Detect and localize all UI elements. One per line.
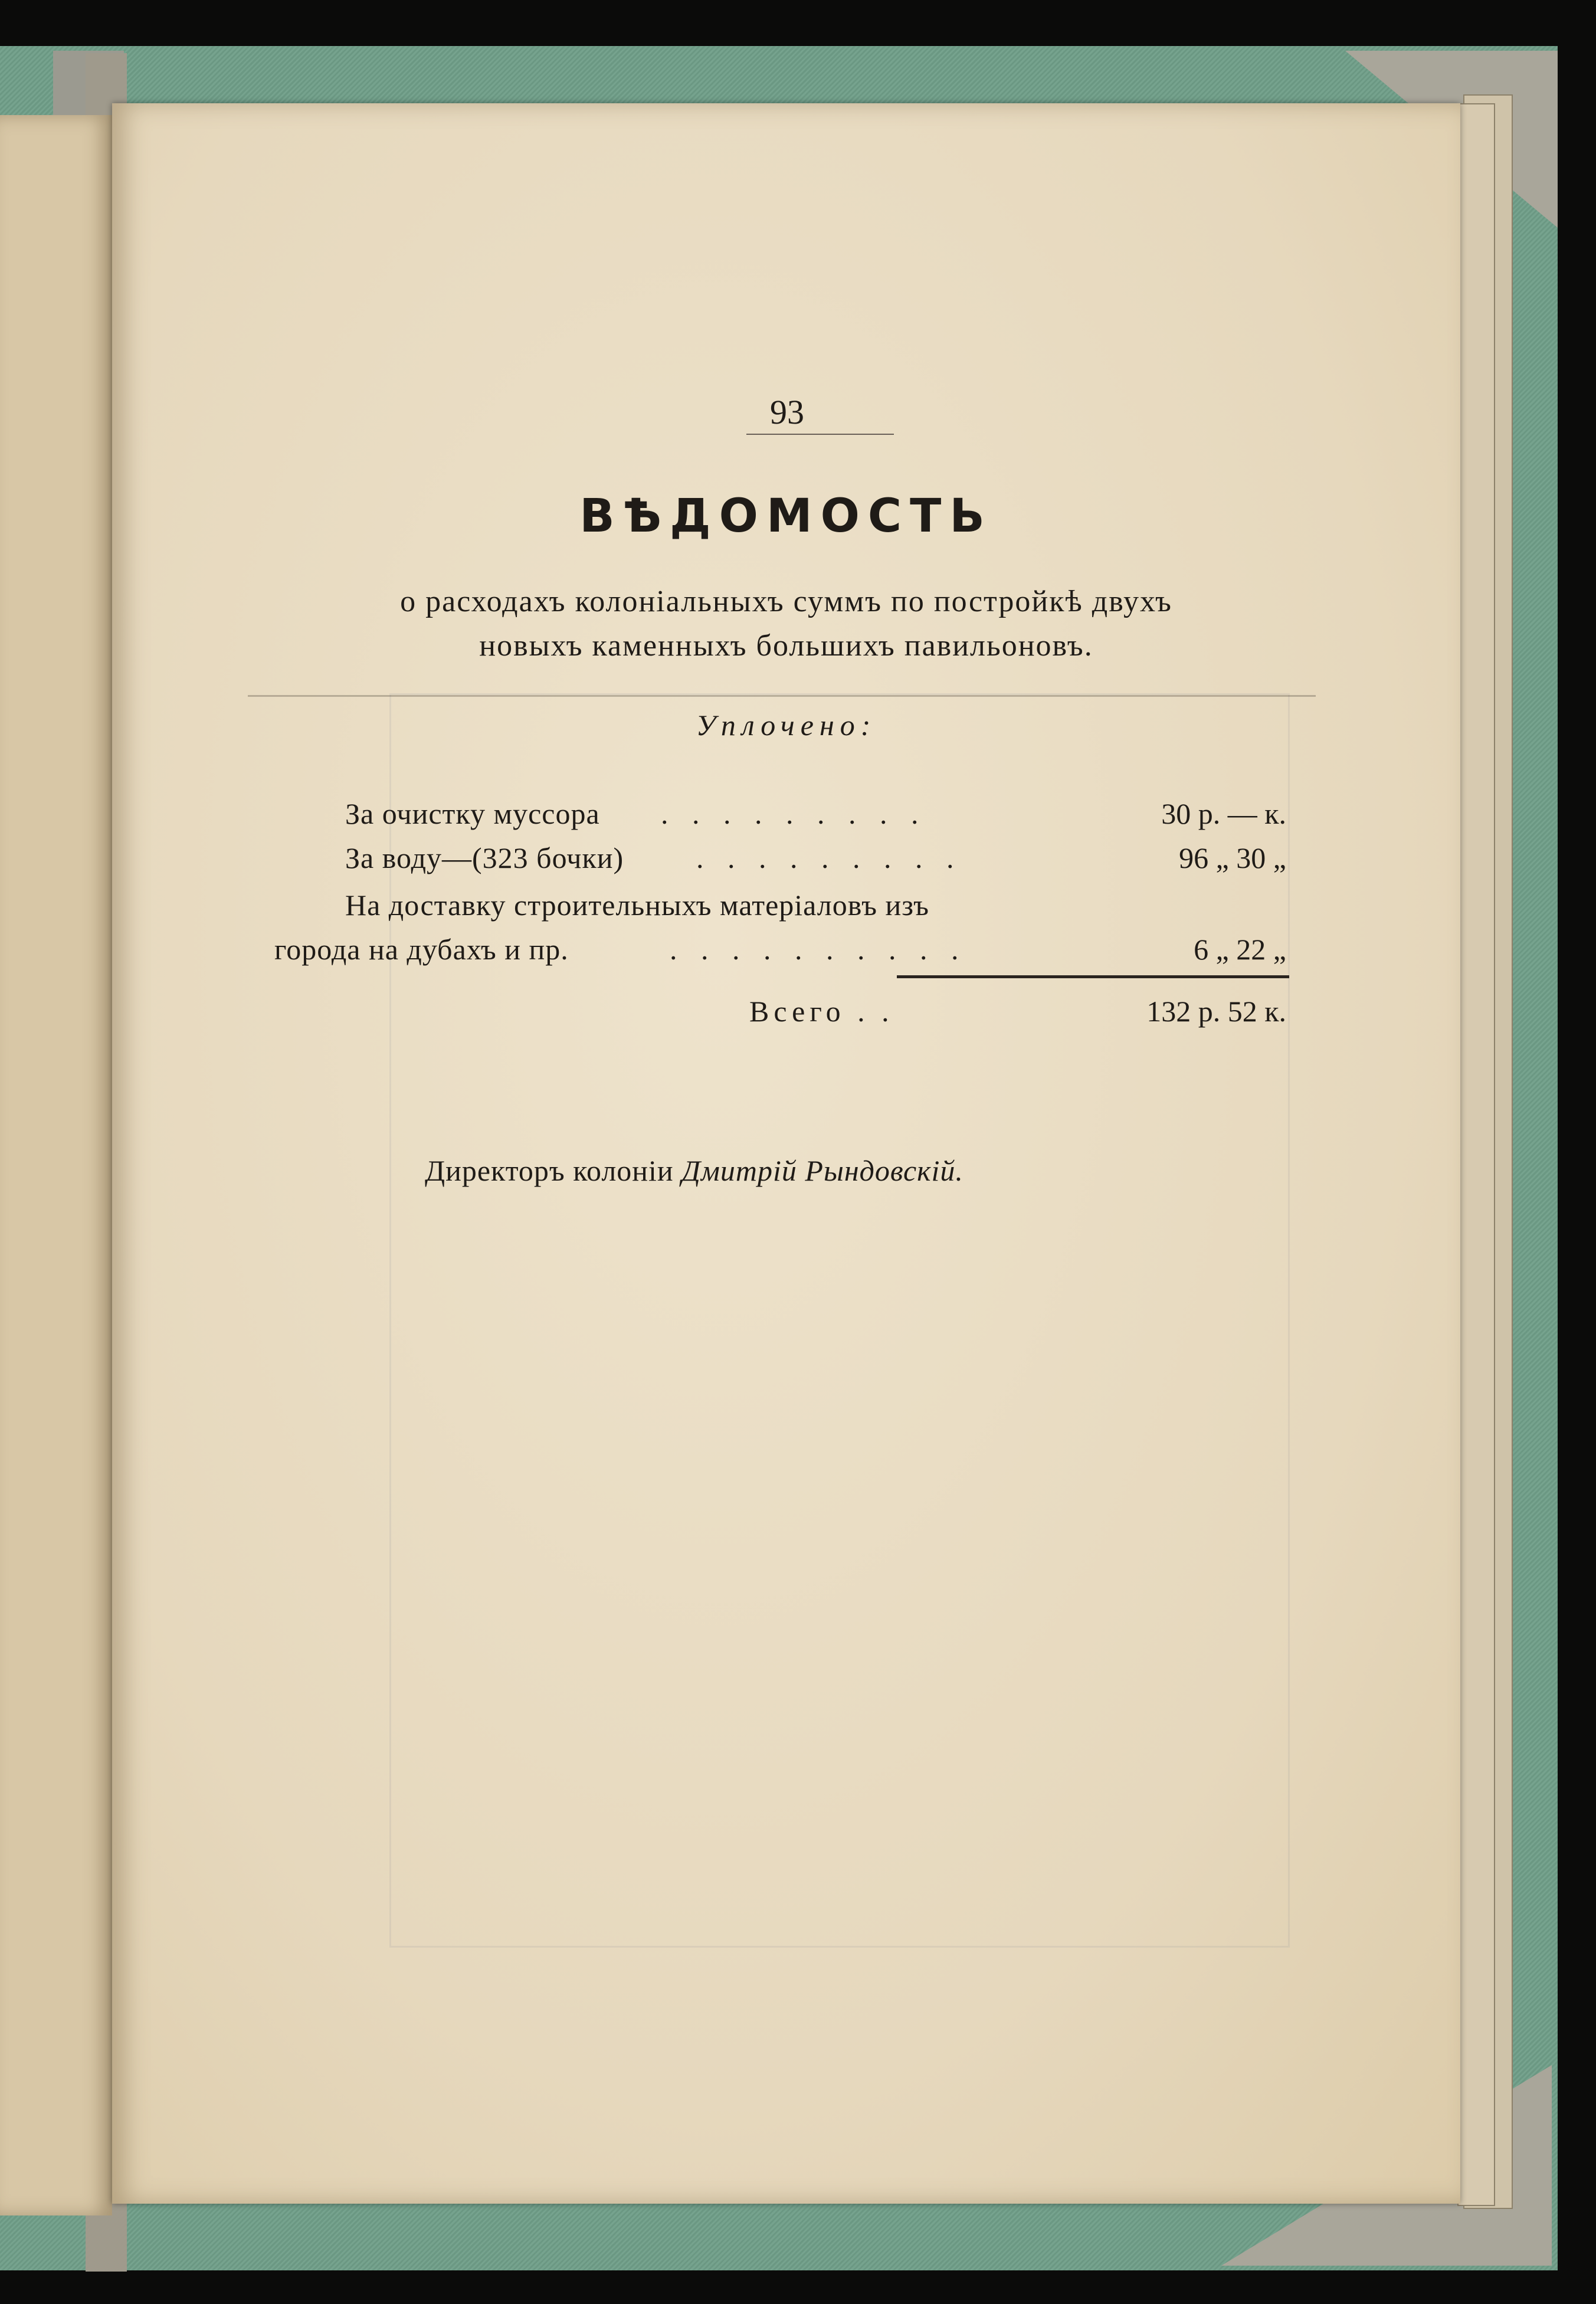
expense-amount: 96 „ 30 „ [1179, 841, 1286, 874]
total-rule [897, 975, 1289, 978]
document-page [112, 103, 1460, 2204]
total-amount: 132 р. 52 к. [1146, 995, 1286, 1028]
page-stack-edge-inner [1457, 103, 1495, 2206]
total-label: Всего . . [749, 995, 894, 1028]
expense-label: города на дубахъ и пр. [274, 933, 569, 966]
paid-heading: Уплочено: [696, 709, 877, 742]
director-title: Директоръ колоніи [425, 1154, 674, 1187]
leader-dots: . . . . . . . . . [661, 797, 927, 830]
director-name: Дмитрій Рындовскій. [681, 1154, 964, 1187]
director-signature-line [425, 1153, 964, 1188]
bleed-through-table [389, 693, 1290, 1948]
document-title: ВѢДОМОСТЬ [579, 490, 993, 543]
section-divider [248, 695, 1316, 697]
page-number: 93 [770, 393, 804, 431]
expense-label: За воду—(323 бочки) [345, 841, 624, 874]
expense-label: За очистку муссора [345, 797, 600, 830]
leader-dots: . . . . . . . . . . [670, 933, 967, 966]
expense-amount: 30 р. — к. [1161, 797, 1286, 830]
facing-page-edge [0, 115, 112, 2215]
subtitle-line-1: о расходахъ колоніальныхъ суммъ по постройкѣ двухъ [400, 585, 1172, 618]
expense-amount: 6 „ 22 „ [1194, 933, 1286, 966]
expense-label: На доставку строительныхъ матеріаловъ изъ [345, 889, 929, 922]
leader-dots: . . . . . . . . . [696, 841, 962, 874]
page-number-rule [746, 434, 894, 435]
subtitle-line-2: новыхъ каменныхъ большихъ павильоновъ. [479, 629, 1093, 663]
